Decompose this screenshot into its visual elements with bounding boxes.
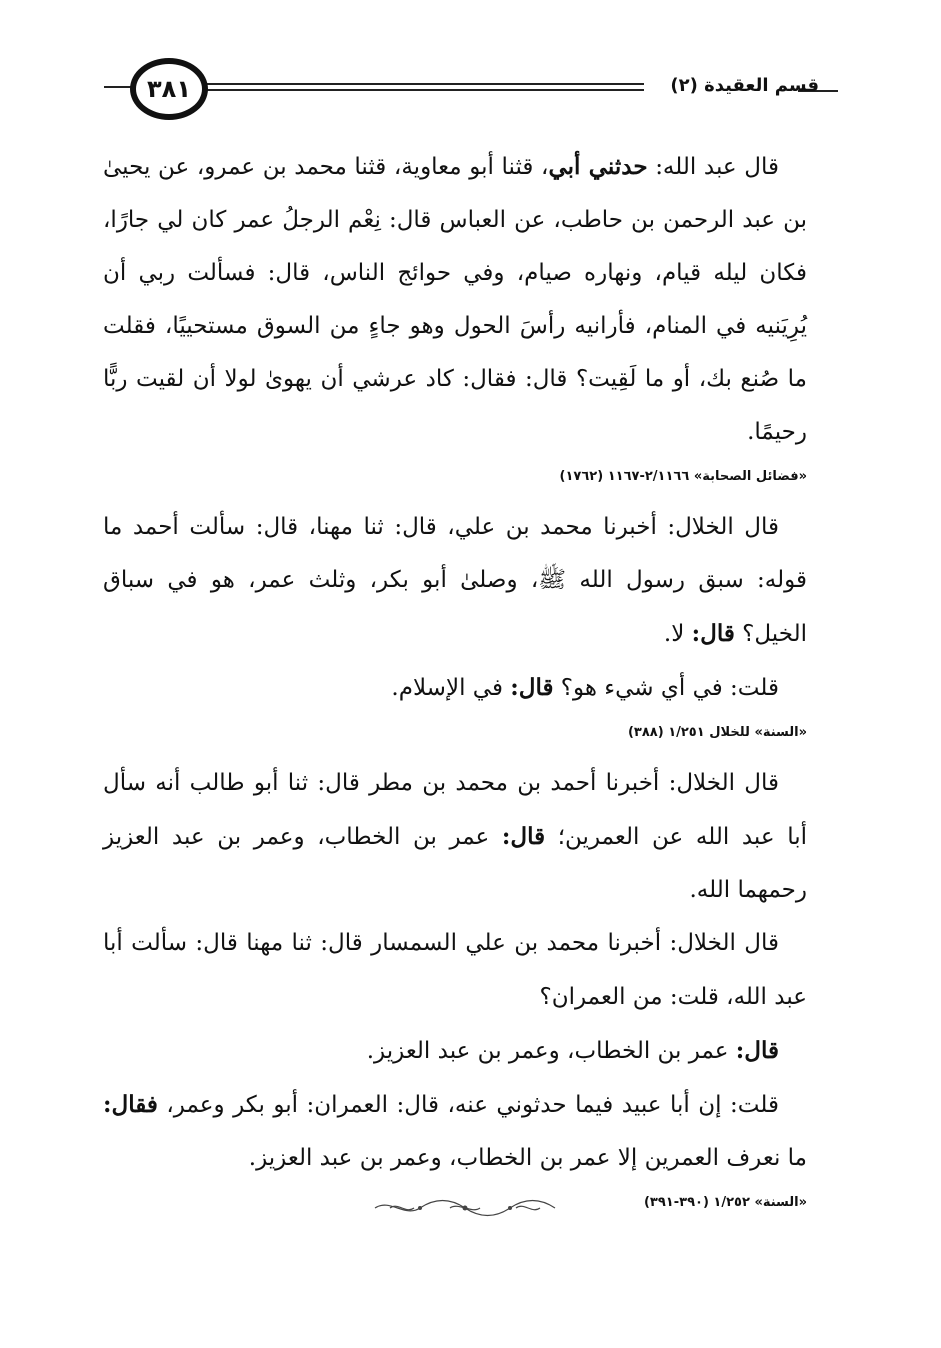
ornament-divider-icon [370, 1196, 560, 1220]
page-body [103, 140, 807, 1227]
paragraph-answer-umaran: قال: عمر بن الخطاب، وعمر بن عبد العزيز. [366, 1037, 779, 1064]
paragraph-abu-ubaid: قلت: إن أبا عبيد فيما حدثوني عنه، قال: العمران: أبو بكر وعمر، فقال: ما نعرف العمرين إلا عمر بن الخطاب، وعمر بن عبد العزيز. [103, 1091, 807, 1171]
citation-sunnah: «السنة» ١/٢٥٢ (٣٩٠-٣٩١) [643, 1195, 807, 1210]
paragraph-khallal-3: قال الخلال: أخبرنا محمد بن علي السمسار قال: ثنا مهنا قال: سألت أبا عبد الله، قلت: من العمران؟ [103, 930, 807, 1010]
header-rule-bottom [206, 89, 644, 91]
page-number: ٣٨١ [147, 75, 191, 103]
paragraph-abbas: قال عبد الله: حدثني أبي، قثنا أبو معاوية، قثنا محمد بن عمرو، عن يحيىٰ بن عبد الرحمن بن حاطب، عن العباس قال: نِعْم الرجلُ عمر كان لي جارًا، فكان ليله قيام، ونهاره صيام، وفي حوائج الناس، قال: فسألت ربي أن يُرِيَنيه في المنام، فأرانيه رأسَ الحول وهو جاءٍ من السوق مستحييًا، فقلت ما صُنع بك، أو ما لَقِيت؟ قال: فقال: كاد عرشي أن يهوىٰ لولا أن لقيت ربًّا رحيمًا. [103, 153, 807, 445]
page-number-oval [130, 58, 208, 120]
citation-sunnah-khallal: «السنة» للخلال ١/٢٥١ (٣٨٨) [627, 725, 807, 740]
paragraph-khallal-2: قال الخلال: أخبرنا أحمد بن محمد بن مطر قال: ثنا أبو طالب أنه سأل أبا عبد الله عن العمرين؛ قال: عمر بن الخطاب، وعمر بن عبد العزيز رحمهما الله. [103, 770, 808, 903]
header-rule-top [206, 83, 644, 85]
paragraph-question-islam: قلت: في أي شيء هو؟ قال: في الإسلام. [391, 674, 779, 701]
paragraph-khallal-1: قال الخلال: أخبرنا محمد بن علي، قال: ثنا مهنا، قال: سألت أحمد ما قوله: سبق رسول الله ﷺ، وصلىٰ أبو بكر، وثلث عمر، هو في سباق الخيل؟ قال: لا. [103, 514, 807, 647]
citation-fadail: «فضائل الصحابة» ٢/١١٦٦-١١٦٧ (١٧٦٢) [559, 469, 807, 484]
section-title: قسم العقيدة (٢) [670, 75, 819, 96]
